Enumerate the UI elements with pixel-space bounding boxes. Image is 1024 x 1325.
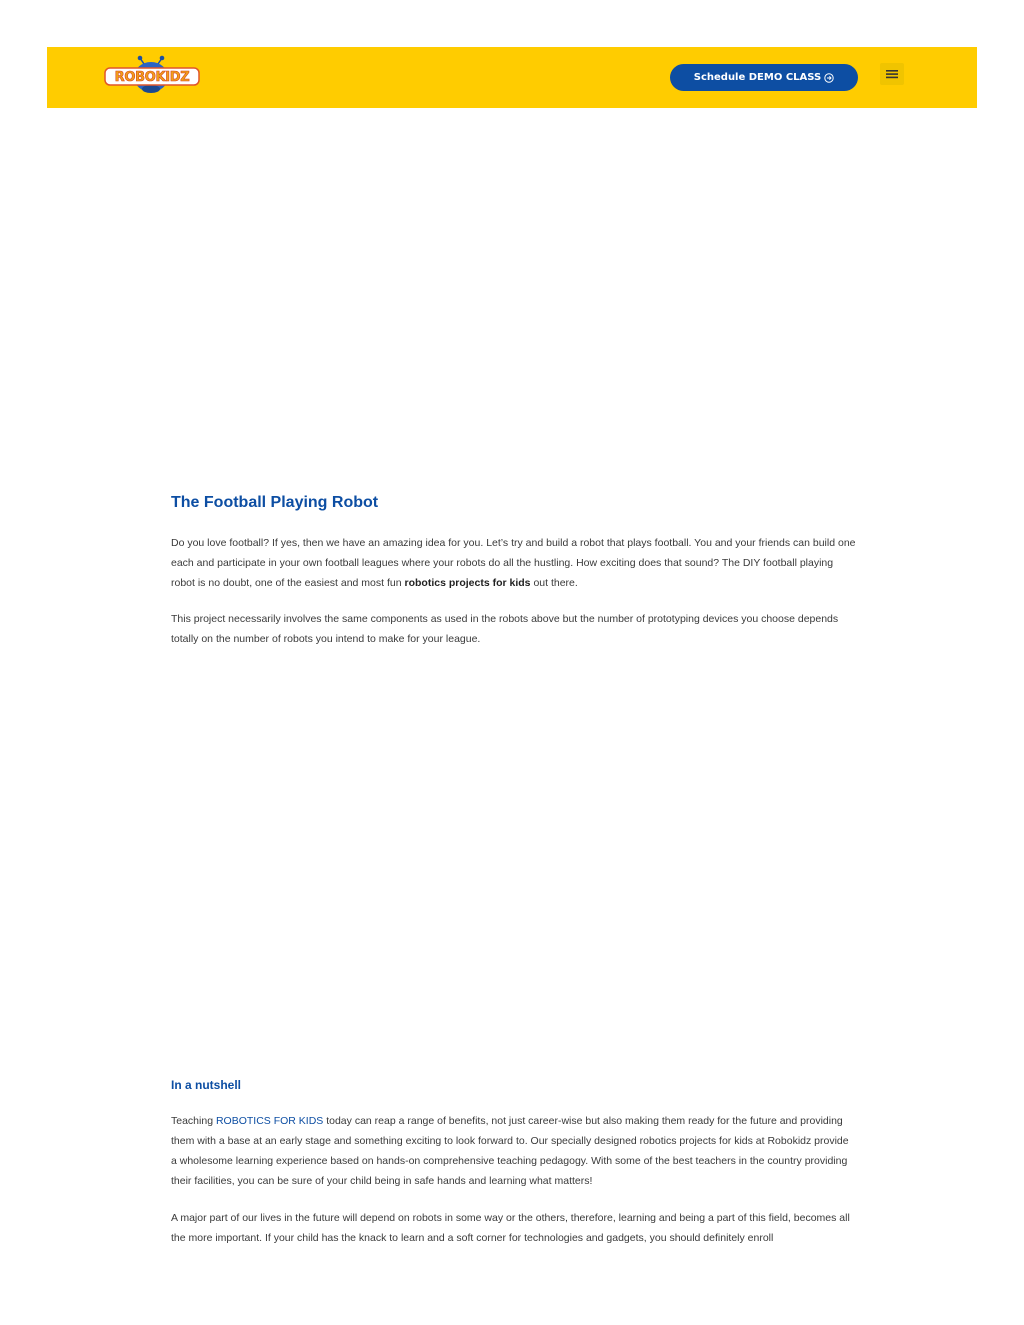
arrow-circle-right-icon — [824, 73, 834, 83]
paragraph-nutshell-text: today can reap a range of benefits, not just career-wise but also making them ready for the future and providing them with a base at an early stage and something exciting to look forward to. Our specially designed robotics projects for kids at Robokidz provide a wholesome learning experience based on hands-on comprehensive teaching pedagogy. With some of the best teachers in the country providing their facilities, you can be sure of your child being in safe hands and learning what matters! — [171, 1115, 849, 1187]
paragraph-future: A major part of our lives in the future will depend on robots in some way or the others, therefore, learning and being a part of this field, becomes all the more important. If your child has the knack to learn and a soft corner for technologies and gadgets, you should definitely enroll — [171, 1212, 850, 1244]
paragraph-intro-end: out there. — [530, 577, 578, 589]
robokidz-logo[interactable] — [104, 55, 200, 99]
svg-text:ROBOKIDZ: ROBOKIDZ — [114, 70, 190, 85]
robokidz-logo-icon — [104, 55, 200, 99]
article-heading: The Football Playing Robot — [171, 494, 379, 511]
hamburger-menu-button[interactable] — [880, 63, 904, 85]
paragraph-intro-text: Do you love football? If yes, then we have an amazing idea for you. Let’s try and build a robot that plays football. You and your friends can build one each and participate in your own football leagues where your robots do all the hustling. How exciting does that sound? The DIY football playing robot is no doubt, one of the easiest and most fun — [171, 537, 856, 589]
section-subheading: In a nutshell — [171, 1078, 242, 1092]
paragraph-nutshell — [171, 1111, 857, 1191]
paragraph-intro — [171, 533, 857, 593]
paragraph-components: This project necessarily involves the same components as used in the robots above but the number of prototyping devices you choose depends totally on the number of robots you intend to make for your league. — [171, 613, 839, 645]
header-bar — [47, 47, 977, 108]
paragraph-nutshell-start: Teaching — [171, 1115, 216, 1127]
schedule-demo-class-button[interactable] — [670, 64, 858, 91]
robotics-for-kids-link[interactable]: ROBOTICS FOR KIDS — [215, 1115, 324, 1127]
robotics-projects-bold: robotics projects for kids — [404, 577, 531, 589]
hamburger-menu-icon — [885, 68, 899, 80]
schedule-demo-class-label: Schedule DEMO CLASS — [693, 72, 822, 83]
